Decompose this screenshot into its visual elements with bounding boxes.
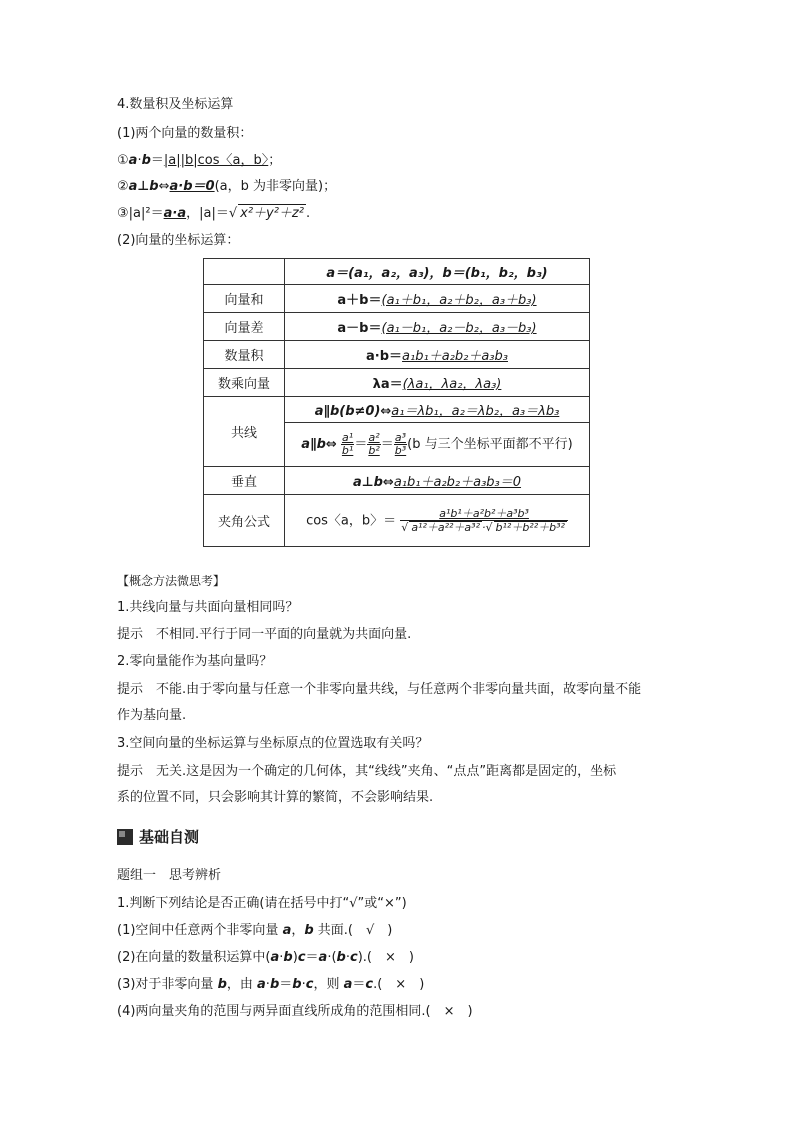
vector-b: b: [141, 153, 151, 168]
dot-value: a₁b₁＋a₂b₂＋a₃b₃: [402, 349, 508, 364]
concept-answer-3-line-2: 系的位置不同，只会影响其计算的繁简，不会影响结果.: [117, 790, 434, 805]
vector: c: [297, 950, 306, 965]
row-value-perp: [285, 467, 590, 495]
fraction-1: [341, 432, 354, 457]
collinear-value-1: [285, 397, 590, 423]
dot-product-heading: (1)两个向量的数量积：: [117, 126, 253, 141]
row-value-scalar: [285, 369, 590, 397]
vector: a: [282, 923, 292, 938]
row-label-scalar: 数乘向量: [204, 369, 285, 397]
collinear-note: (b 与三个坐标平面都不平行): [407, 437, 573, 452]
angle-numerator: a¹b¹＋a²b²＋a³b³: [400, 508, 568, 521]
row-label-perp: 垂直: [204, 467, 285, 495]
concept-answer-3-line-1: 提示 无关.这是因为一个确定的几何体，其“线线”夹角、“点点”距离都是固定的，坐标: [117, 764, 617, 779]
text: ，由: [226, 977, 258, 992]
vector: b: [304, 923, 314, 938]
table-row: [204, 369, 590, 397]
judge-statement-2: [117, 949, 414, 967]
item-number: ①: [117, 153, 129, 168]
table-header: a＝(a₁，a₂，a₃)，b＝(b₁，b₂，b₃): [285, 259, 590, 285]
row-label-angle: 夹角公式: [204, 495, 285, 547]
row-value-sum: [285, 285, 590, 313]
row-label-sum: 向量和: [204, 285, 285, 313]
concept-answer-2-line-1: 提示 不能.由于零向量与任意一个非零向量共线，与任意两个非零向量共面，故零向量不能: [117, 682, 642, 697]
text: ＝: [305, 950, 319, 965]
text: ＝: [352, 977, 366, 992]
row-label-diff: 向量差: [204, 313, 285, 341]
vector: c: [305, 977, 314, 992]
row-label-dot: 数量积: [204, 341, 285, 369]
collinear-value-2: [285, 423, 590, 467]
table-row: [204, 341, 590, 369]
a-dot-a: a·a: [163, 206, 187, 221]
fraction-den: b¹: [341, 444, 354, 457]
coordinate-ops-heading: (2)向量的坐标运算：: [117, 233, 240, 248]
text: ，: [291, 923, 305, 938]
dot-product-formula: [117, 152, 281, 170]
coordinate-table: [203, 258, 590, 547]
dot: ·: [482, 520, 486, 534]
vector: a: [343, 977, 353, 992]
row-value-diff: [285, 313, 590, 341]
text: ·: [301, 977, 306, 992]
scalar-value: (λa₁，λa₂，λa₃): [402, 377, 502, 392]
table-row: [204, 467, 590, 495]
judge-statement-1: [117, 922, 392, 940]
diff-lhs: a－b＝: [337, 321, 382, 336]
table-row: [204, 495, 590, 547]
text: ).( × ): [357, 950, 414, 965]
perp-value: a₁b₁＋a₂b₂＋a₃b₃＝0: [393, 475, 522, 490]
fraction-num: a²: [368, 431, 380, 444]
concept-question-1: 1.共线向量与共面向量相同吗？: [117, 600, 299, 615]
perp-rhs: a·b＝0: [169, 179, 215, 194]
sum-value: (a₁＋b₁，a₂＋b₂，a₃＋b₃): [381, 293, 537, 308]
vector: b: [217, 977, 227, 992]
angle-fraction: [400, 508, 568, 534]
concept-heading: 【概念方法微思考】: [117, 574, 226, 588]
equals: ＝: [380, 437, 394, 452]
perp-lhs: a⊥b⇔: [352, 475, 394, 490]
vector: b: [283, 950, 293, 965]
text: ＝: [279, 977, 293, 992]
concept-question-3: 3.空间向量的坐标运算与坐标原点的位置选取有关吗？: [117, 736, 429, 751]
judge-statement-4: (4)两向量夹角的范围与两异面直线所成角的范围相同.( × ): [117, 1004, 473, 1019]
perp-note: (a，b 为非零向量)；: [214, 179, 337, 194]
dot-lhs: a·b＝: [366, 349, 403, 364]
mag-eq: ，|a|＝: [186, 206, 229, 221]
section-title: 基础自测: [139, 828, 200, 846]
iff: ⇔: [158, 179, 170, 194]
fraction-den: b²: [368, 444, 380, 457]
row-value-angle: [285, 495, 590, 547]
perpendicular-condition: [117, 178, 336, 196]
vector-a: a: [128, 153, 138, 168]
section-square-accent: [119, 831, 125, 837]
table-row: [204, 285, 590, 313]
vector: c: [350, 950, 358, 965]
table-cell-empty: [204, 259, 285, 285]
text: ): [292, 950, 298, 965]
item-number: ③: [117, 206, 129, 221]
fraction-3: [394, 432, 407, 457]
angle-den-radicand-b: b¹²＋b²²＋b³²: [495, 520, 565, 534]
vector: b: [292, 977, 302, 992]
dot: ·: [137, 153, 142, 168]
table-row: [204, 259, 590, 285]
fraction-den: b³: [394, 444, 407, 457]
judge-intro: 1.判断下列结论是否正确(请在括号中打“√”或“×”): [117, 896, 407, 911]
dot-product-definition: |a||b|cos〈a，b〉: [163, 153, 269, 168]
row-value-dot: [285, 341, 590, 369]
table-row: [204, 313, 590, 341]
angle-den-radicand-a: a¹²＋a²²＋a³²: [411, 520, 480, 534]
scalar-lhs: λa＝: [372, 377, 403, 392]
vector: c: [365, 977, 374, 992]
semicolon: ；: [268, 153, 282, 168]
text: ·: [265, 977, 270, 992]
vector: a: [257, 977, 266, 992]
section-4-title: 4.数量积及坐标运算: [117, 97, 234, 112]
sum-lhs: a＋b＝: [337, 293, 382, 308]
fraction-num: a¹: [342, 431, 354, 444]
fraction-num: a³: [394, 431, 407, 444]
collinear-lhs-1: a∥b(b≠0)⇔: [314, 404, 392, 419]
equals: ＝: [354, 437, 368, 452]
concept-question-2: 2.零向量能作为基向量吗？: [117, 654, 273, 669]
magnitude-formula: ③|a|²＝a·a，|a|＝√ x²＋y²＋z² .: [117, 206, 311, 221]
equals: ＝: [150, 153, 164, 168]
diff-value: (a₁－b₁，a₂－b₂，a₃－b₃): [381, 321, 537, 336]
text: ·: [279, 950, 284, 965]
row-label-collinear: 共线: [204, 397, 285, 467]
period: .: [305, 206, 311, 221]
concept-answer-2-line-2: 作为基向量.: [117, 708, 187, 723]
text: (2)在向量的数量积运算中(: [117, 950, 271, 965]
collinear-rhs-1: a₁＝λb₁，a₂＝λb₂，a₃＝λb₃: [391, 404, 560, 419]
table-row: [204, 397, 590, 423]
fraction-2: [367, 432, 380, 457]
vector: b: [336, 950, 346, 965]
angle-lhs: cos〈a，b〉＝: [306, 513, 397, 528]
angle-denominator: √ a¹²＋a²²＋a³² ·√ b¹²＋b²²＋b³²: [401, 520, 565, 534]
mag-sq: |a|²＝: [128, 206, 164, 221]
group-title: 题组一 思考辨析: [117, 868, 222, 883]
text: ·(: [327, 950, 337, 965]
text: (1)空间中任意两个非零向量: [117, 923, 283, 938]
collinear-lhs-2: a∥b⇔: [301, 437, 337, 452]
item-number: ②: [117, 179, 129, 194]
perp-lhs: a⊥b: [128, 179, 159, 194]
judge-statement-3: [117, 976, 424, 994]
vector: a: [270, 950, 280, 965]
text: 共面.( √ ): [313, 923, 393, 938]
text: ，则: [313, 977, 344, 992]
concept-answer-1: 提示 不相同.平行于同一平面的向量就为共面向量.: [117, 627, 412, 642]
vector: a: [318, 950, 328, 965]
text: ·: [345, 950, 350, 965]
text: .( × ): [373, 977, 425, 992]
radicand: x²＋y²＋z²: [240, 206, 304, 221]
text: (3)对于非零向量: [117, 977, 218, 992]
vector: b: [269, 977, 280, 992]
